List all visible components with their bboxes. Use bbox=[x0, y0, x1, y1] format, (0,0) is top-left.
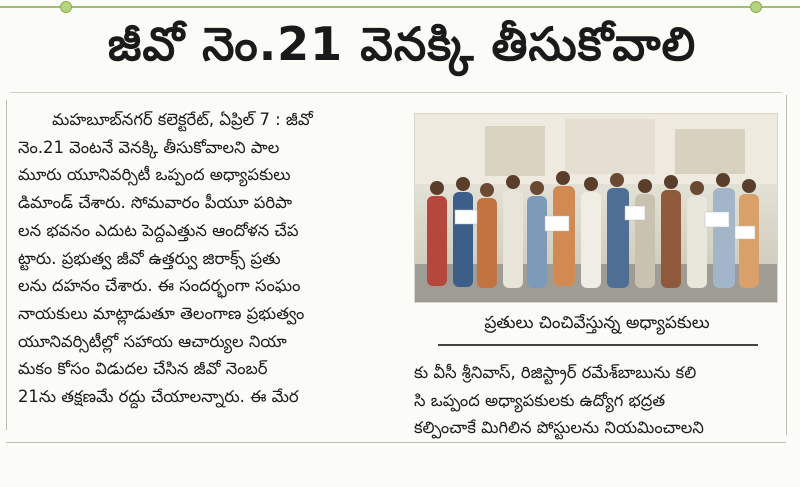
text-line: ట్టారు. ప్రభుత్వ జీవో ఉత్తర్వు జిరాక్స్ ప్రతు bbox=[18, 248, 281, 268]
left-column bbox=[18, 106, 396, 411]
left-column-border bbox=[6, 100, 7, 430]
text-line: మూరు యూనివర్సిటీ ఒప్పంద అధ్యాపకులు bbox=[18, 165, 291, 185]
text-line: యూనివర్సిటీల్లో సహాయ ఆచార్యుల నియా bbox=[18, 331, 287, 351]
rule-ornament-left bbox=[60, 1, 72, 13]
headline: జీవో నెం.21 వెనక్కి తీసుకోవాలి bbox=[107, 17, 697, 71]
right-column-border bbox=[786, 95, 787, 435]
text-line: సి ఒప్పంద అధ్యాపకులకు ఉద్యోగ భద్రత bbox=[414, 390, 666, 410]
rule-ornament-right bbox=[750, 1, 762, 13]
right-column bbox=[414, 359, 774, 442]
text-line: 21ను తక్షణమే రద్దు చేయాలన్నారు. ఈ మేర bbox=[18, 387, 299, 407]
news-photo bbox=[414, 113, 778, 303]
headline-divider bbox=[10, 92, 782, 93]
text-line: మకం కోసం విడుదల చేసిన జీవో నెంబర్ bbox=[18, 359, 268, 379]
top-rule bbox=[0, 6, 800, 8]
photo-caption: ప్రతులు చించివేస్తున్న అధ్యాపకులు bbox=[484, 313, 710, 333]
text-line: కల్పించాకే మిగిలిన పోస్టులను నియమించాలని bbox=[414, 418, 704, 438]
text-line: లను దహనం చేశారు. ఈ సందర్భంగా సంఘం bbox=[18, 276, 301, 296]
text-line: మహబూబ్‌నగర్ కలెక్టరేట్, ఏప్రిల్ 7 : జీవో bbox=[52, 110, 313, 129]
text-line: డిమాండ్ చేశారు. సోమవారం పీయూ పరిపా bbox=[18, 193, 293, 213]
text-line: నాయకులు మాట్లాడుతూ తెలంగాణ ప్రభుత్వం bbox=[18, 303, 305, 323]
bottom-rule bbox=[6, 442, 786, 443]
text-line: లన భవనం ఎదుట పెద్దఎత్తున ఆందోళన చేప bbox=[18, 220, 299, 240]
text-line: నెం.21 వెంటనే వెనక్కి తీసుకోవాలని పాల bbox=[18, 137, 280, 157]
caption-underline bbox=[438, 344, 758, 346]
text-line: కు వీసీ శ్రీనివాస్, రిజిస్ట్రార్ రమేశ్‌బాబును కలి bbox=[414, 363, 697, 382]
protest-photo-illustration bbox=[415, 114, 777, 302]
